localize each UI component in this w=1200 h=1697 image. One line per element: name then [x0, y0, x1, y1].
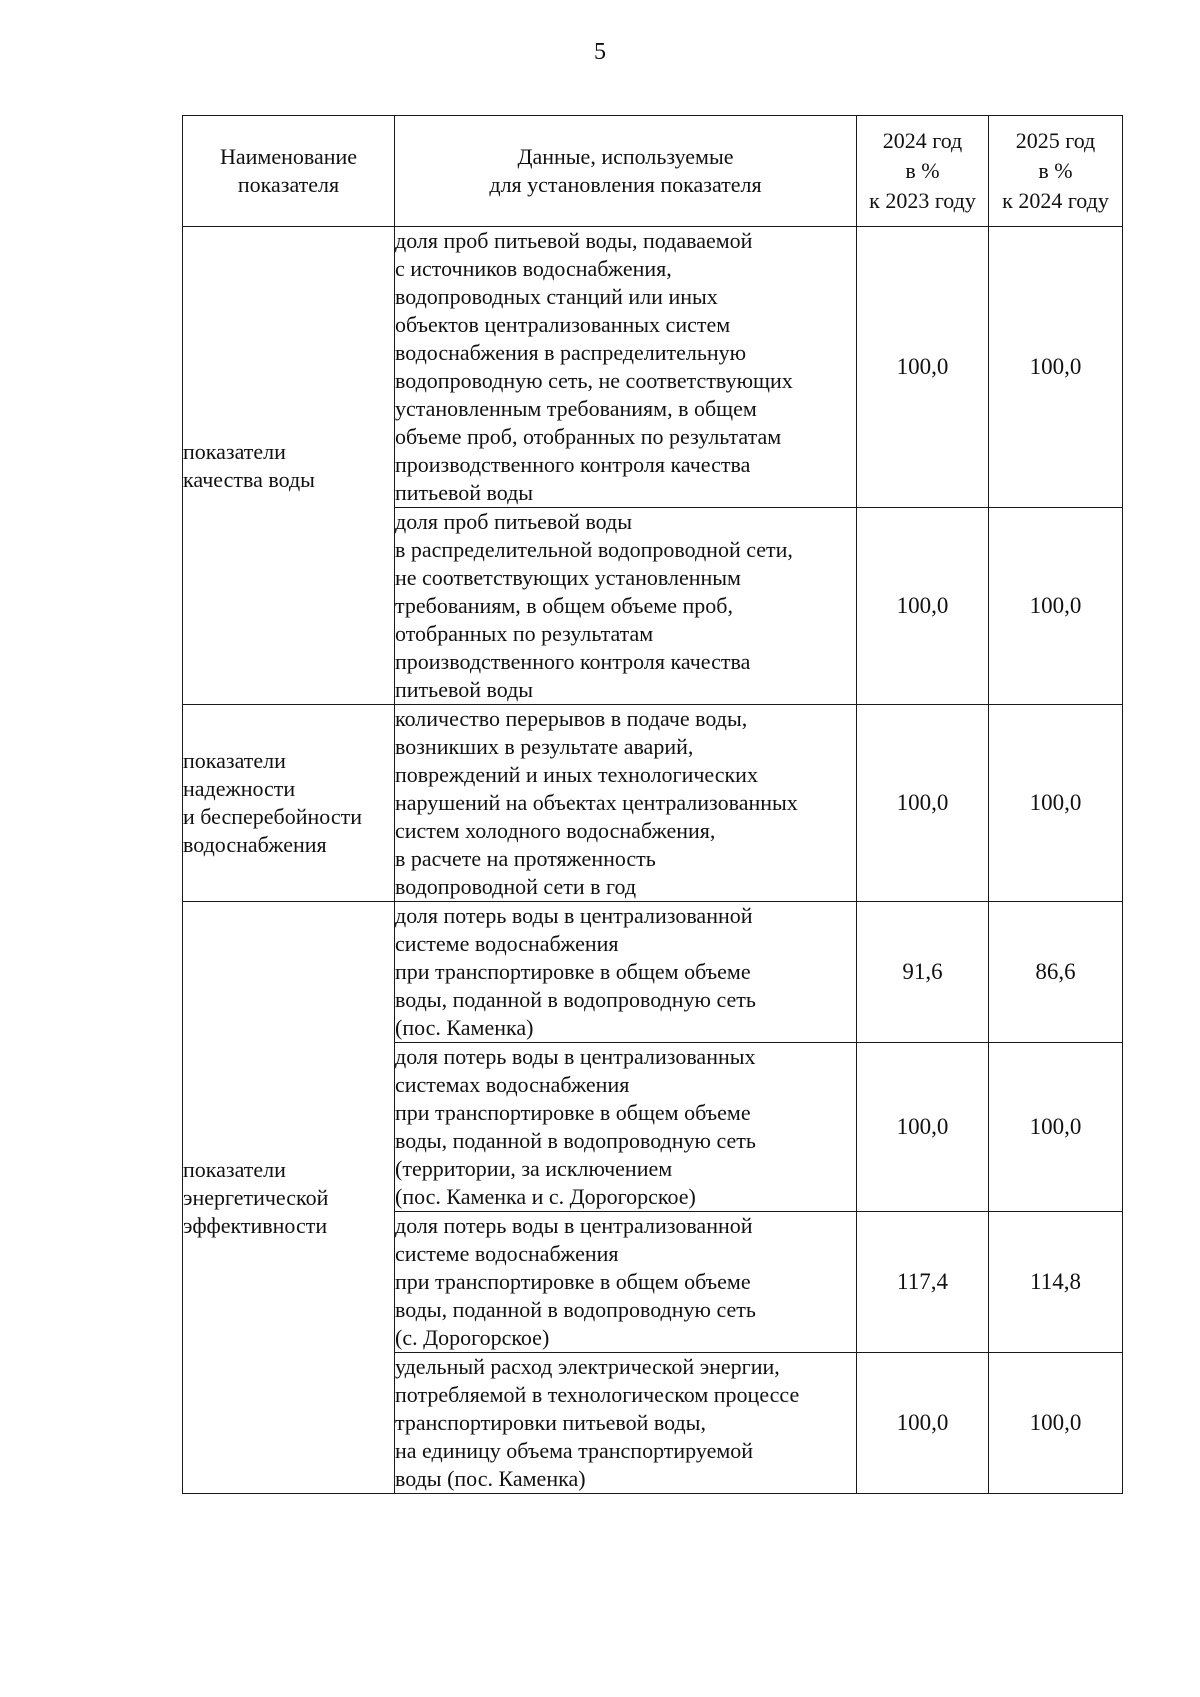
table-row: [183, 902, 1123, 1043]
value-2025: 86,6: [989, 902, 1123, 1043]
table-row: [183, 705, 1123, 902]
value-2024: 91,6: [857, 902, 989, 1043]
row-description: доля потерь воды в централизованной системе водоснабжения при транспортировке в общем объеме воды, поданной в водопроводную сеть (с. Дорогорское): [395, 1212, 857, 1353]
header-indicator-name: Наименование показателя: [183, 116, 395, 227]
value-2025: 100,0: [989, 705, 1123, 902]
row-description: доля проб питьевой воды, подаваемой с источников водоснабжения, водопроводных станций или иных объектов централизованных систем водоснабжения в распределительную водопроводную сеть, не соответствующих установленным требованиям, в общем объеме проб, отобранных по результатам производственного контроля качества питьевой воды: [395, 227, 857, 508]
value-2024: 100,0: [857, 1043, 989, 1212]
value-2024: 100,0: [857, 227, 989, 508]
row-description: удельный расход электрической энергии, потребляемой в технологическом процессе транспортировки питьевой воды, на единицу объема транспортируемой воды (пос. Каменка): [395, 1353, 857, 1494]
indicator-group-water-quality: показатели качества воды: [183, 227, 395, 705]
page-number: 5: [594, 39, 606, 65]
indicator-group-energy-efficiency: показатели энергетической эффективности: [183, 902, 395, 1494]
value-2025: 114,8: [989, 1212, 1123, 1353]
header-2025: 2025 год в % к 2024 году: [989, 116, 1123, 227]
table-header-row: [183, 116, 1123, 227]
row-description: количество перерывов в подаче воды, возникших в результате аварий, повреждений и иных технологических нарушений на объектах централизованных систем холодного водоснабжения, в расчете на протяженность водопроводной сети в год: [395, 705, 857, 902]
value-2025: 100,0: [989, 508, 1123, 705]
header-data-used: Данные, используемые для установления показателя: [395, 116, 857, 227]
value-2025: 100,0: [989, 227, 1123, 508]
value-2024: 117,4: [857, 1212, 989, 1353]
value-2025: 100,0: [989, 1353, 1123, 1494]
value-2024: 100,0: [857, 508, 989, 705]
row-description: доля потерь воды в централизованных системах водоснабжения при транспортировке в общем объеме воды, поданной в водопроводную сеть (территории, за исключением (пос. Каменка и с. Дорогорское): [395, 1043, 857, 1212]
value-2024: 100,0: [857, 705, 989, 902]
row-description: доля потерь воды в централизованной системе водоснабжения при транспортировке в общем объеме воды, поданной в водопроводную сеть (пос. Каменка): [395, 902, 857, 1043]
indicators-table: [182, 115, 1123, 1494]
row-description: доля проб питьевой воды в распределительной водопроводной сети, не соответствующих установленным требованиям, в общем объеме проб, отобранных по результатам производственного контроля качества питьевой воды: [395, 508, 857, 705]
header-2024: 2024 год в % к 2023 году: [857, 116, 989, 227]
value-2025: 100,0: [989, 1043, 1123, 1212]
value-2024: 100,0: [857, 1353, 989, 1494]
table-row: [183, 227, 1123, 508]
indicator-group-reliability: показатели надежности и бесперебойности водоснабжения: [183, 705, 395, 902]
